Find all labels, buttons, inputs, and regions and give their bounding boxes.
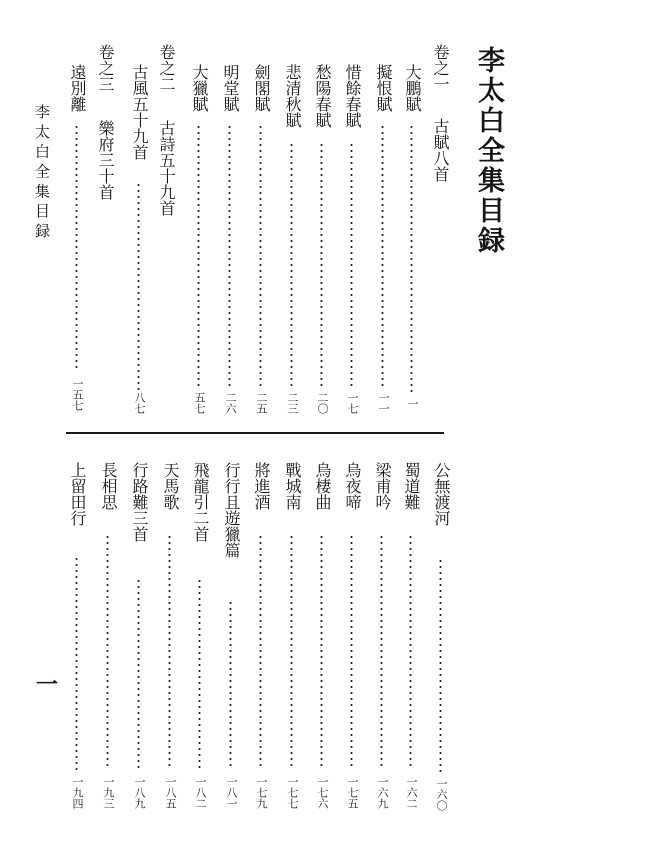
- entry-page: 八七: [133, 392, 146, 414]
- leader-dots: [197, 124, 200, 386]
- entry-title: 梁甫吟: [373, 462, 392, 510]
- entry-jian-ge-fu: [250, 64, 272, 414]
- entry-page: 五七: [193, 392, 206, 414]
- entry-title: 公無渡河: [432, 462, 451, 526]
- entry-title: 蜀道難: [402, 462, 421, 510]
- leader-dots: [137, 578, 140, 770]
- book-title: 李太白全集目録: [473, 46, 504, 256]
- entry-page: 一六〇: [435, 778, 448, 811]
- page-number: 一: [36, 672, 59, 698]
- entry-page: 一: [406, 398, 419, 409]
- leader-dots: [439, 558, 442, 772]
- entry-chou-yang-chun-fu: [311, 64, 333, 414]
- entry-tian-ma-ge: [159, 462, 181, 822]
- juan2-label: 卷之二: [157, 44, 176, 92]
- entry-title: 行路難三首: [130, 462, 149, 542]
- juan3-label: 卷之三: [96, 44, 115, 92]
- entry-title: 擬恨賦: [374, 64, 393, 112]
- entry-title: 大鵬賦: [403, 64, 422, 112]
- entry-page: 一七六: [316, 776, 329, 809]
- entry-title: 飛龍引二首: [191, 462, 210, 542]
- entry-title: 悲清秋賦: [283, 64, 302, 128]
- entry-wu-ye-ti: [341, 462, 363, 822]
- leader-dots: [409, 534, 412, 770]
- entry-title: 上留田行: [68, 462, 87, 526]
- divider-rule: [66, 432, 444, 434]
- entry-title: 愁陽春賦: [313, 64, 332, 128]
- juan2-section: 古詩五十九首: [157, 120, 176, 216]
- entry-ni-hen-fu: [372, 64, 394, 414]
- entry-title: 劍閣賦: [252, 64, 271, 112]
- leader-dots: [229, 600, 232, 770]
- entry-title: 天馬歌: [161, 462, 180, 510]
- leader-dots: [228, 124, 231, 386]
- entry-title: 戰城南: [283, 462, 302, 510]
- entry-title: 明堂賦: [221, 64, 240, 112]
- leader-dots: [320, 534, 323, 770]
- entry-page: 一六九: [376, 776, 389, 809]
- leader-dots: [320, 142, 323, 386]
- leader-dots: [106, 534, 109, 770]
- entry-da-lie-fu: [188, 64, 210, 414]
- leader-dots: [259, 124, 262, 386]
- leader-dots: [259, 534, 262, 770]
- leader-dots: [290, 534, 293, 770]
- entry-title: 古風五十九首: [130, 64, 149, 160]
- entry-title: 將進酒: [252, 462, 271, 510]
- entry-wu-qi-qu: [311, 462, 333, 822]
- entry-xi-yu-chun-fu: [341, 64, 363, 414]
- entry-page: 二五: [255, 392, 268, 414]
- running-header: 李 太 白 全 集 目 録: [33, 104, 51, 238]
- entry-gong-wu-du-he: [430, 462, 452, 822]
- entry-bei-qing-qiu-fu: [281, 64, 303, 414]
- entry-xing-lu-nan: [128, 462, 150, 822]
- entry-yuan-bie-li: [66, 64, 88, 414]
- leader-dots: [168, 534, 171, 770]
- leader-dots: [410, 124, 413, 392]
- entry-page: 一七五: [346, 776, 359, 809]
- entry-page: 一七: [346, 392, 359, 414]
- entry-page: 一八二: [194, 776, 207, 809]
- entry-page: 一九三: [102, 776, 115, 809]
- entry-page: 二六: [224, 392, 237, 414]
- entry-title: 長相思: [99, 462, 118, 510]
- leader-dots: [350, 142, 353, 386]
- juan1-section: 古賦八首: [431, 118, 450, 182]
- juan3-section: 樂府三十首: [96, 120, 115, 200]
- entry-chang-xiang-si: [97, 462, 119, 822]
- leader-dots: [137, 182, 140, 392]
- entry-page: 一五七: [71, 378, 84, 411]
- leader-dots: [380, 534, 383, 770]
- leader-dots: [350, 534, 353, 770]
- entry-page: 一九四: [71, 776, 84, 809]
- entry-title: 行行且遊獵篇: [222, 462, 241, 558]
- entry-jiang-jin-jiu: [250, 462, 272, 822]
- entry-page: 一七九: [255, 776, 268, 809]
- entry-page: 一六二: [405, 776, 418, 809]
- leader-dots: [198, 578, 201, 770]
- entry-fei-long-yin: [189, 462, 211, 822]
- entry-page: 二三: [286, 392, 299, 414]
- entry-title: 烏夜啼: [343, 462, 362, 510]
- entry-page: 一七七: [286, 776, 299, 809]
- entry-page: 一八一: [225, 776, 238, 809]
- leader-dots: [75, 556, 78, 770]
- leader-dots: [290, 142, 293, 386]
- entry-gu-feng: [128, 64, 150, 414]
- entry-zhan-cheng-nan: [281, 462, 303, 822]
- entry-title: 惜餘春賦: [343, 64, 362, 128]
- entry-title: 遠別離: [68, 64, 87, 112]
- entry-da-peng-fu: [401, 64, 423, 414]
- entry-page: 一八九: [133, 776, 146, 809]
- entry-xing-xing-qie-you-lie-pian: [220, 462, 242, 822]
- leader-dots: [381, 124, 384, 386]
- entry-title: 大獵賦: [190, 64, 209, 112]
- entry-page: 一八五: [164, 776, 177, 809]
- entry-ming-tang-fu: [219, 64, 241, 414]
- leader-dots: [75, 124, 78, 372]
- entry-page: 二〇: [316, 392, 329, 414]
- entry-page: 一一: [377, 392, 390, 414]
- entry-liang-fu-yin: [371, 462, 393, 822]
- juan1-label: 卷之一: [431, 44, 450, 92]
- entry-shu-dao-nan: [400, 462, 422, 822]
- entry-shang-liu-tian-xing: [66, 462, 88, 822]
- entry-title: 烏棲曲: [313, 462, 332, 510]
